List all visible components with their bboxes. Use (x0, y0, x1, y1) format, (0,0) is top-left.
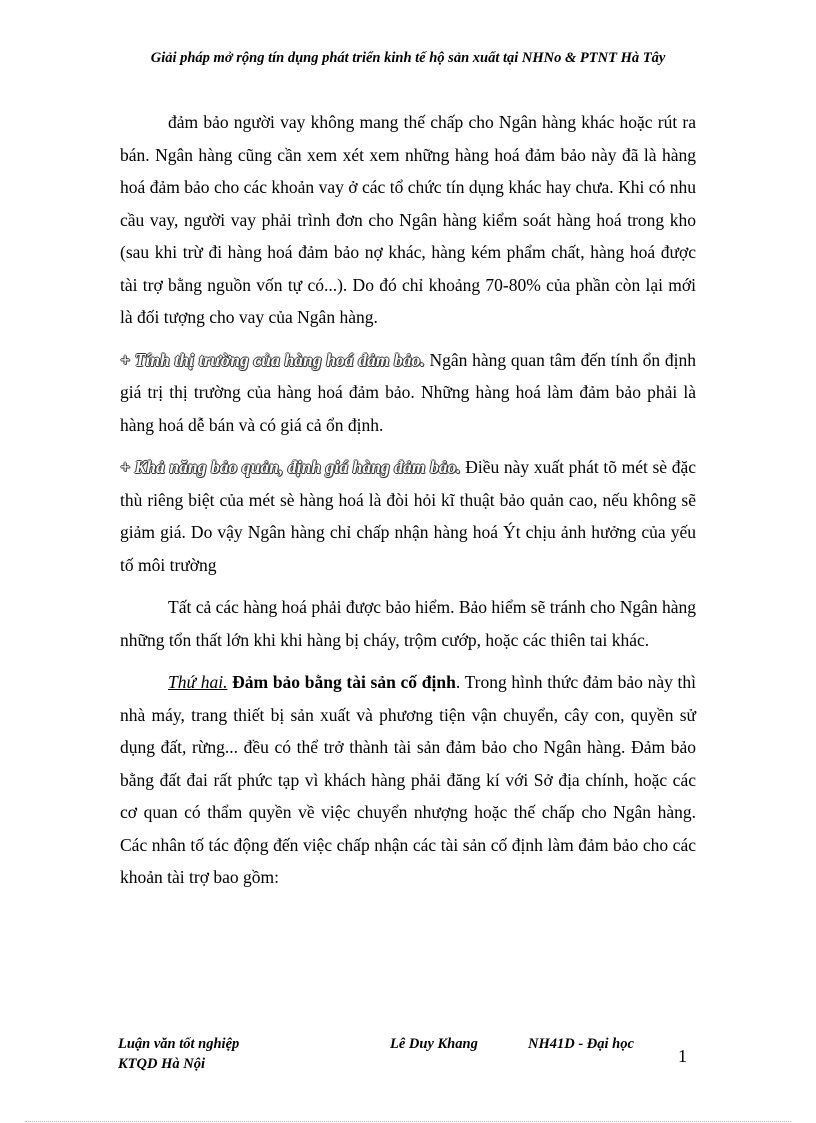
footer-author: Lê Duy Khang (390, 1036, 478, 1052)
paragraph (120, 666, 696, 894)
paragraph (120, 451, 696, 581)
footer-university: KTQD Hà Nội (118, 1056, 205, 1072)
paragraph: Tất cả các hàng hoá phải được bảo hiểm. Bảo hiểm sẽ tránh cho Ngân hàng những tổn thất lớn khi khi hàng bị cháy, trộm cướp, hoặc các thiên tai khác. (120, 597, 696, 650)
paragraph-heading: + Tính thị trường của hàng hoá đảm bảo. (120, 349, 425, 370)
bold-term: Đảm bảo bằng tài sản cố định (227, 672, 456, 692)
paragraph-text: . Trong hình thức đảm bảo này thì nhà máy, trang thiết bị sản xuất và phương tiện vận chuyển, cây con, quyền sử dụng đất, rừng... đều có thể trở thành tài sản đảm bảo cho Ngân hàng. Đảm bảo bằng đất đai rất phức tạp vì khách hàng phải đăng kí với Sở địa chính, hoặc các cơ quan có thẩm quyền về việc chuyển nhượng hoặc thế chấp cho Ngân hàng. Các nhân tố tác động đến việc chấp nhận các tài sản cố định làm đảm bảo cho các khoản tài trợ bao gồm: (120, 672, 697, 887)
paragraph-heading: + Khả năng bảo quản, định giá hàng đảm bảo. (120, 457, 461, 477)
page-header: Giải pháp mở rộng tín dụng phát triển kinh tế hộ sản xuất tại NHNo & PTNT Hà Tây (150, 50, 666, 66)
paragraph-text: Điều này xuất phát tõ mét sè đặc thù riêng biệt của mét sè hàng hoá là đòi hỏi kĩ thuật bảo quản cao, nếu không sẽ giảm giá. Do vậy Ngân hàng chỉ chấp nhận hàng hoá Ýt chịu ảnh hưởng của yếu tố môi trường (120, 457, 697, 575)
footer-class: NH41D - Đại học (528, 1036, 634, 1052)
page-border (25, 1121, 791, 1122)
paragraph (120, 344, 696, 442)
paragraph: đảm bảo người vay không mang thế chấp cho Ngân hàng khác hoặc rút ra bán. Ngân hàng cũng cần xem xét xem những hàng hoá đảm bảo này đã là hàng hoá đảm bảo cho các khoản vay ở các tổ chức tín dụng khác hay chưa. Khi có nhu cầu vay, người vay phải trình đơn cho Ngân hàng kiểm soát hàng hoá trong kho (sau khi trừ đi hàng hoá đảm bảo nợ khác, hàng kém phẩm chất, hàng hoá được tài trợ bằng nguồn vốn tự có...). Do đó chỉ khoảng 70-80% của phần còn lại mới là đối tượng cho vay của Ngân hàng. (120, 112, 696, 327)
page-number: 1 (678, 1046, 687, 1066)
footer-thesis-label: Luận văn tốt nghiệp (118, 1036, 240, 1052)
paragraph-heading: Thứ hai. (168, 672, 228, 692)
paragraph-text: Ngân hàng quan tâm đến tính ổn định giá trị thị trường của hàng hoá đảm bảo. Những hàng hoá làm đảm bảo phải là hàng hoá dễ bán và có giá cả ổn định. (120, 349, 696, 435)
document-body (120, 106, 696, 904)
